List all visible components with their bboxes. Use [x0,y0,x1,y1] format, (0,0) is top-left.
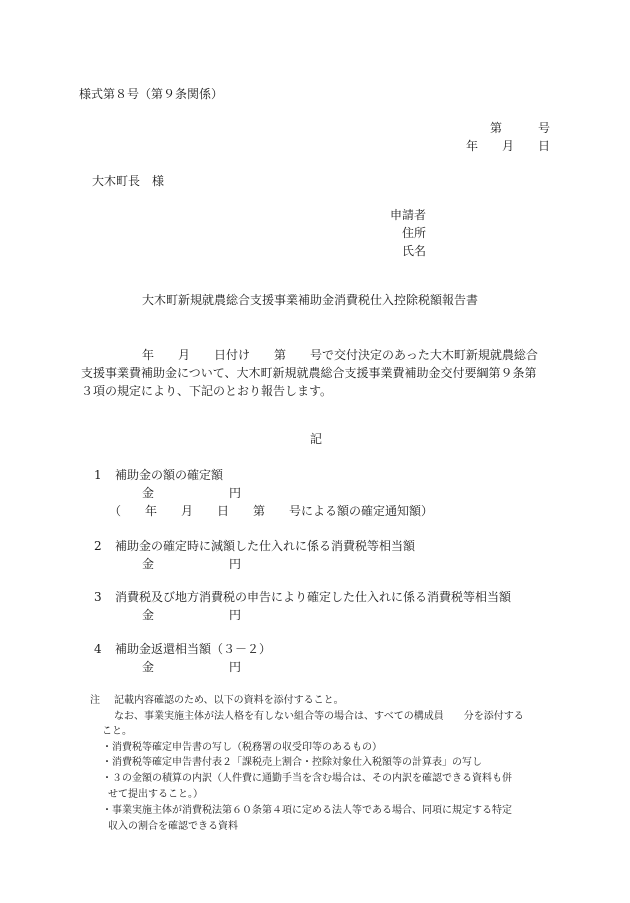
item-4-amount-unit: 円 [229,660,242,674]
item-4-amount-label: 金 [142,660,155,674]
item-2-title: 補助金の確定時に減額した仕入れに係る消費税等相当額 [115,539,416,553]
notes-line-5: ・消費税等確定申告書付表２「課税売上割合・控除対象仕入税額等の計算表」の写し [102,757,482,768]
ki-heading: 記 [310,432,323,446]
item-3-amount-label: 金 [142,608,155,622]
applicant-address-label: 住所 [402,226,427,240]
notes-line-6: ・３の金額の積算の内訳（人件費に通勤手当を含む場合は、その内訳を確認できる資料も併 [102,773,512,784]
item-2-amount-label: 金 [142,557,155,571]
notes-line-3: こと。 [102,726,132,737]
notes-line-8: ・事業実施主体が消費税法第６０条第４項に定める法人等である場合、同項に規定する特定 [102,805,512,816]
item-3-title: 消費税及び地方消費税の申告により確定した仕入れに係る消費税等相当額 [115,590,512,604]
document-number: 第 号 [489,121,550,135]
item-1-number: 1 [94,468,102,482]
applicant-label: 申請者 [390,208,427,222]
body-line-2: 支援事業費補助金について、大木町新規就農総合支援事業費補助金交付要綱第９条第 [81,366,537,380]
body-line-1: 年 月 日付け 第 号で交付決定のあった大木町新規就農総合 [142,348,538,362]
item-4-number: 4 [94,642,102,656]
item-2-number: 2 [94,539,102,553]
document-title: 大木町新規就農総合支援事業補助金消費税仕入控除税額報告書 [142,293,479,307]
item-4-title: 補助金返還相当額（３－２） [115,642,272,656]
document-date: 年 月 日 [465,139,550,153]
addressee: 大木町長 様 [92,174,165,188]
item-3-number: 3 [94,590,102,604]
item-3-amount-unit: 円 [229,608,242,622]
notes-line-4: ・消費税等確定申告書の写し（税務署の収受印等のあるもの） [102,742,382,753]
applicant-name-label: 氏名 [402,244,427,258]
item-2-amount-unit: 円 [229,557,242,571]
item-1-amount-unit: 円 [229,486,242,500]
item-1-amount-label: 金 [142,486,155,500]
form-number: 様式第８号（第９条関係） [79,87,224,101]
notes-line-1: 記載内容確認のため、以下の資料を添付すること。 [114,695,344,706]
notes-label: 注 [90,695,100,706]
body-line-3: ３項の規定により、下記のとおり報告します。 [81,384,333,398]
item-1-note: （ 年 月 日 第 号による額の確定通知額） [109,504,434,518]
notes-line-2: なお、事業実施主体が法人格を有しない組合等の場合は、すべての構成員 分を添付する [114,711,524,722]
notes-line-7: せて提出すること。） [108,789,203,800]
item-1-title: 補助金の額の確定額 [115,468,224,482]
notes-line-9: 収入の割合を確認できる資料 [108,821,238,832]
